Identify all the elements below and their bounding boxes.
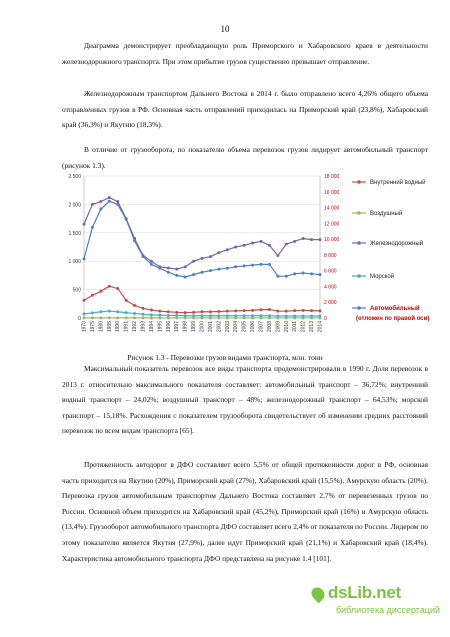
legend-label: Воздушный — [370, 211, 403, 217]
data-point — [310, 272, 313, 275]
paragraph-5: Протяженность автодорог в ДФО составляет всего 5,5% от общей протяженности дорог в РФ, основная часть приходится на Якутию (20%), Приморский край (27%), Хабаровский край (15,5%), Амурскую область (20%). Перевозка грузов автомобильным транспортом Дальнего Востока составляет 2,7% от перевезенных грузов по России. Основной объем приходится на Хабаровский край (45,2%), Приморский край (16%) и Амурскую область (13,4%). Грузооборот автомобильного транспорта ДФО составляет всего 2,4% от показателя по России. Лидером по этому показателю является Якутия (27,9%), далее идут Приморский край (21,1%) и Хабаровский край (18,4%). Характеристика автомобильного транспорта ДФО представлена на рисунке 1.4 [101]. — [62, 460, 428, 563]
transport-chart — [62, 168, 442, 348]
data-point — [150, 263, 153, 266]
x-tick-label: 1993 — [140, 321, 147, 333]
data-point — [142, 307, 145, 310]
data-point — [260, 308, 263, 311]
paragraph-4: Максимальный показатель перевозок все виды транспорта продемонстрировали в 1990 г. Доля перевозок в 2013 г. относительно максимального показателя составляет: автомобильный транспорт – 36,72%; внутренний водный транспорт – 24,02%; воздушный транспорт – 48%; железнодорожный транспорт – 64,53%; морской транспорт – 15,18%. Расхождения с показателем грузооборота свидетельствует об изменении средних расстояний перевозок по всем видам транспорта [65]. — [62, 364, 428, 436]
paragraph-2: Железнодорожным транспортом Дальнего Востока в 2014 г. было отправлено всего 4,26% общего объема отправленных грузов в РФ. Основная часть отправлений приходилась на Приморский край (23,8%), Хабаровский край (36,3%) и Якутию (18,3%). — [62, 89, 428, 130]
data-point — [268, 244, 271, 247]
data-point — [276, 310, 279, 313]
x-tick-label: 1975 — [89, 321, 96, 333]
data-point — [209, 314, 212, 317]
x-tick-label: 1994 — [148, 321, 155, 333]
data-point — [150, 309, 153, 312]
data-point — [285, 310, 288, 313]
data-point — [184, 275, 187, 278]
x-tick-label: 1990 — [115, 321, 122, 333]
data-point — [150, 313, 153, 316]
data-point — [251, 309, 254, 312]
data-point — [108, 316, 111, 319]
right-tick-label: 6 000 — [324, 268, 337, 275]
left-tick-label: 500 — [72, 287, 81, 294]
data-point — [192, 314, 195, 317]
data-point — [201, 314, 204, 317]
legend-swatch-marker — [357, 211, 361, 215]
data-point — [234, 309, 237, 312]
data-point — [175, 268, 178, 271]
legend-swatch-marker — [357, 274, 361, 278]
data-point — [108, 196, 111, 199]
data-point — [192, 273, 195, 276]
data-point — [175, 311, 178, 314]
x-tick-label: 2002 — [216, 321, 223, 333]
data-point — [91, 316, 94, 319]
data-point — [260, 263, 263, 266]
data-point — [293, 315, 296, 318]
data-point — [260, 314, 263, 317]
data-point — [319, 309, 322, 312]
data-point — [302, 237, 305, 240]
x-tick-label: 2014 — [317, 321, 324, 333]
x-tick-label: 1998 — [182, 321, 189, 333]
data-point — [226, 314, 229, 317]
data-point — [99, 316, 102, 319]
left-tick-label: 0 — [78, 316, 81, 322]
data-point — [158, 314, 161, 317]
x-tick-label: 2005 — [241, 321, 248, 333]
data-point — [91, 294, 94, 297]
data-point — [158, 310, 161, 313]
left-tick-label: 2 500 — [68, 174, 81, 180]
x-tick-label: 2011 — [292, 321, 299, 332]
legend-swatch-marker — [357, 306, 361, 310]
data-point — [302, 315, 305, 318]
x-tick-label: 1999 — [191, 321, 198, 333]
data-point — [319, 238, 322, 241]
data-point — [217, 314, 220, 317]
right-tick-label: 14 000 — [324, 205, 340, 212]
data-point — [133, 304, 136, 307]
x-tick-label: 1970 — [81, 321, 88, 333]
legend-swatch-marker — [357, 241, 361, 245]
data-point — [276, 254, 279, 257]
data-point — [217, 310, 220, 313]
watermark-subtitle: библиотека диссертаций — [335, 605, 440, 615]
data-point — [150, 260, 153, 263]
x-tick-label: 1996 — [165, 321, 172, 333]
data-point — [310, 315, 313, 318]
data-point — [91, 311, 94, 314]
x-tick-label: 1992 — [132, 321, 139, 333]
data-point — [234, 246, 237, 249]
right-tick-label: 4 000 — [324, 284, 337, 291]
data-point — [226, 248, 229, 251]
data-point — [142, 255, 145, 258]
data-point — [83, 223, 86, 226]
x-tick-label: 2000 — [199, 321, 206, 333]
data-point — [133, 312, 136, 315]
data-point — [184, 314, 187, 317]
data-point — [125, 218, 128, 221]
data-point — [175, 274, 178, 277]
data-point — [108, 200, 111, 203]
data-point — [99, 310, 102, 313]
x-tick-label: 1991 — [123, 321, 130, 333]
paragraph-3: В отличие от грузооборота, по показателю объема перевозок грузов лидирует автомобильный транспорт (рисунок 1.3). — [62, 145, 428, 170]
x-tick-label: 2007 — [258, 321, 265, 333]
data-point — [302, 309, 305, 312]
data-point — [133, 316, 136, 319]
x-tick-label: 2001 — [207, 321, 214, 333]
right-tick-label: 16 000 — [324, 189, 340, 196]
data-point — [192, 311, 195, 314]
data-point — [260, 240, 263, 243]
data-point — [91, 226, 94, 229]
x-tick-label: 2013 — [309, 321, 316, 333]
data-point — [251, 264, 254, 267]
left-tick-label: 2 000 — [68, 202, 81, 209]
data-point — [293, 272, 296, 275]
data-point — [268, 308, 271, 311]
data-point — [158, 316, 161, 319]
data-point — [201, 271, 204, 274]
data-point — [209, 269, 212, 272]
legend-swatch-marker — [357, 180, 361, 184]
data-point — [83, 316, 86, 319]
x-tick-label: 2012 — [300, 321, 307, 333]
data-point — [285, 315, 288, 318]
data-point — [243, 244, 246, 247]
data-point — [108, 285, 111, 288]
data-point — [226, 267, 229, 270]
x-tick-label: 1985 — [106, 321, 113, 333]
data-point — [293, 240, 296, 243]
data-point — [116, 310, 119, 313]
right-tick-label: 18 000 — [324, 174, 340, 180]
data-point — [99, 208, 102, 211]
data-point — [125, 299, 128, 302]
data-point — [83, 313, 86, 316]
data-point — [302, 272, 305, 275]
data-point — [133, 239, 136, 242]
data-point — [142, 313, 145, 316]
data-point — [116, 287, 119, 290]
legend-label: Железнодорожный — [370, 241, 424, 247]
data-point — [175, 314, 178, 317]
data-point — [83, 299, 86, 302]
left-tick-label: 1 000 — [68, 259, 81, 266]
data-point — [108, 310, 111, 313]
data-point — [142, 316, 145, 319]
paragraph-1: Диаграмма демонстрирует преобладающую роль Приморского и Хабаровского краев в деятельности железнодорожного транспорта. При этом прибытие грузов существенно превышает отправление. — [62, 41, 428, 66]
watermark — [300, 583, 440, 619]
droplet-icon — [309, 585, 327, 603]
data-point — [293, 309, 296, 312]
data-point — [226, 310, 229, 313]
data-point — [167, 310, 170, 313]
data-point — [192, 260, 195, 263]
right-tick-label: 10 000 — [324, 237, 340, 244]
data-point — [99, 290, 102, 293]
right-tick-label: 0 — [324, 316, 327, 322]
data-point — [310, 309, 313, 312]
data-point — [217, 251, 220, 254]
data-point — [209, 310, 212, 313]
data-point — [276, 315, 279, 318]
x-tick-label: 2003 — [224, 321, 231, 333]
data-point — [150, 316, 153, 319]
data-point — [243, 309, 246, 312]
data-point — [319, 315, 322, 318]
data-point — [201, 257, 204, 260]
page-number: 10 — [220, 24, 230, 34]
x-tick-label: 2006 — [250, 321, 257, 333]
data-point — [184, 311, 187, 314]
x-tick-label: 1997 — [174, 321, 181, 333]
data-point — [276, 275, 279, 278]
series-line — [84, 286, 320, 312]
legend-label: Автомобильный — [370, 306, 420, 312]
x-tick-label: 2009 — [275, 321, 282, 333]
x-tick-label: 2008 — [266, 321, 273, 333]
data-point — [91, 203, 94, 206]
data-point — [234, 314, 237, 317]
watermark-logo: dsLib.net — [328, 583, 401, 602]
data-point — [251, 314, 254, 317]
data-point — [116, 200, 119, 203]
data-point — [184, 265, 187, 268]
data-point — [125, 316, 128, 319]
data-point — [234, 265, 237, 268]
data-point — [319, 273, 322, 276]
x-tick-label: 2004 — [233, 321, 240, 333]
right-tick-label: 2 000 — [324, 300, 337, 307]
data-point — [243, 314, 246, 317]
data-point — [125, 311, 128, 314]
x-tick-label: 1995 — [157, 321, 164, 333]
data-point — [285, 275, 288, 278]
series-line — [84, 201, 320, 277]
data-point — [167, 271, 170, 274]
data-point — [268, 263, 271, 266]
data-point — [83, 257, 86, 260]
data-point — [217, 268, 220, 271]
legend-label: Морской — [370, 274, 395, 280]
data-point — [251, 242, 254, 245]
figure-caption: Рисунок 1.3 - Перевозки грузов видами транспорта, млн. тонн — [127, 353, 323, 362]
data-point — [268, 314, 271, 317]
data-point — [209, 255, 212, 258]
legend-label: Внутренний водный — [370, 180, 426, 186]
data-point — [243, 264, 246, 267]
right-tick-label: 8 000 — [324, 252, 337, 259]
x-tick-label: 2010 — [283, 321, 290, 333]
legend-label-sub: (отложен по правой оси) — [356, 316, 430, 322]
x-tick-label: 1980 — [98, 321, 105, 333]
data-point — [116, 203, 119, 206]
data-point — [116, 316, 119, 319]
data-point — [201, 310, 204, 313]
data-point — [167, 267, 170, 270]
left-tick-label: 1 500 — [68, 230, 81, 237]
right-tick-label: 12 000 — [324, 221, 340, 228]
data-point — [310, 238, 313, 241]
data-point — [158, 267, 161, 270]
data-point — [285, 243, 288, 246]
data-point — [99, 200, 102, 203]
data-point — [167, 314, 170, 317]
